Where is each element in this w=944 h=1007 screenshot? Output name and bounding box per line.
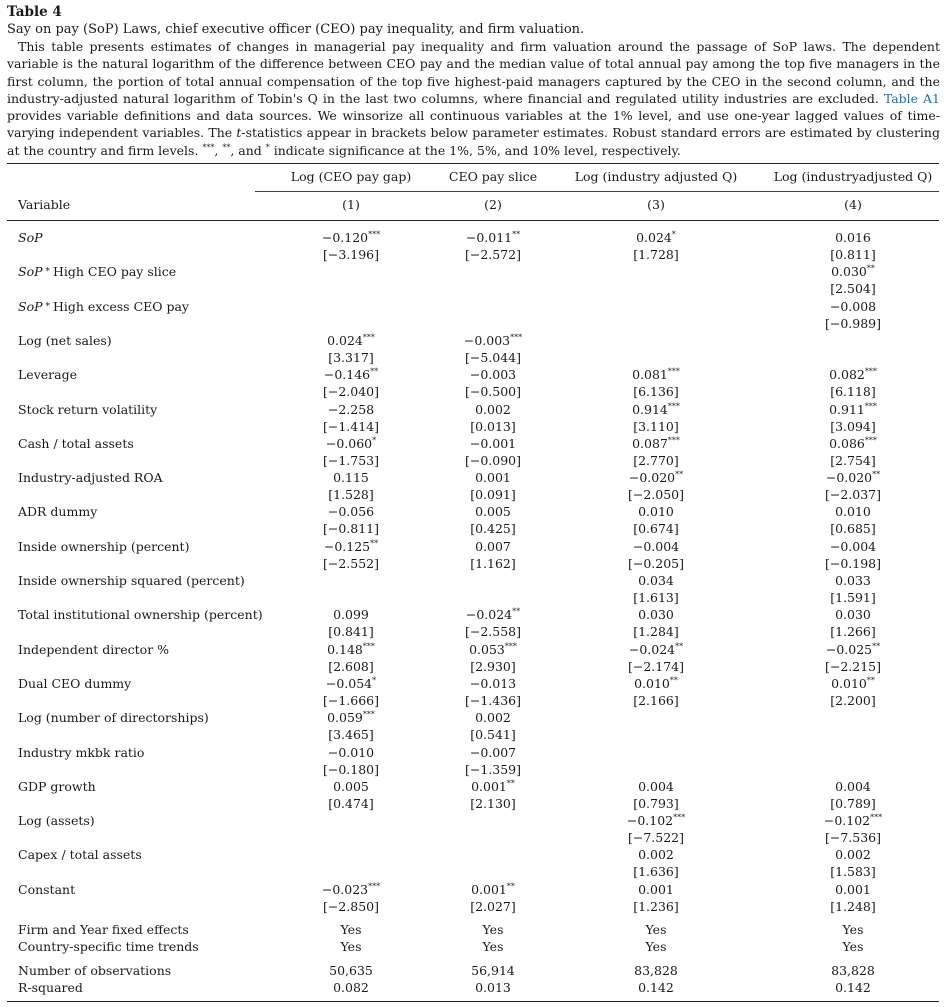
t-stat-cell: [−2.552]	[322, 555, 379, 571]
t-stat-cell: [−2.850]	[322, 898, 379, 914]
t-stat-cell: [0.789]	[830, 795, 876, 811]
coefficient-cell	[276, 882, 426, 897]
t-stat-cell: [−1.414]	[322, 418, 379, 434]
significance-stars: ***	[870, 812, 883, 822]
t-stat-cell: [−1.359]	[464, 761, 521, 777]
coefficient-cell	[778, 230, 928, 245]
coefficient-value: −0.102	[626, 813, 674, 829]
coefficient-cell	[778, 847, 928, 862]
coefficient-cell	[418, 882, 568, 897]
significance-stars: **	[506, 778, 515, 788]
significance-stars: ***	[673, 812, 686, 822]
t-stat-cell: [−2.037]	[824, 487, 881, 503]
t-stat-cell: [2.930]	[470, 658, 516, 674]
significance-stars: ***	[864, 401, 877, 411]
coefficient-cell	[581, 504, 731, 519]
row-label: Independent director %	[18, 641, 170, 657]
row-label	[18, 264, 176, 279]
coefficient-value: 0.115	[333, 470, 369, 486]
coefficient-cell	[778, 607, 928, 622]
coefficient-cell	[778, 813, 928, 828]
t-stat-cell: [−0.500]	[464, 384, 521, 400]
column-number-1: (1)	[342, 197, 360, 212]
coefficient-cell	[418, 470, 568, 485]
coefficient-value: −0.010	[327, 744, 375, 760]
footer-cell: 83,828	[634, 963, 678, 978]
interaction-label: High excess CEO pay	[53, 298, 189, 314]
coefficient-value: 0.911	[829, 401, 865, 417]
significance-stars: *	[372, 435, 377, 445]
footer-cell: 0.142	[638, 980, 674, 995]
coefficient-value: 0.002	[638, 847, 674, 863]
coefficient-value: 0.007	[475, 538, 511, 554]
coefficient-value: 0.001	[471, 778, 507, 794]
coefficient-cell	[778, 573, 928, 588]
coefficient-cell	[276, 710, 426, 725]
footer-cell: 56,914	[471, 963, 515, 978]
significance-stars: **	[506, 881, 515, 891]
coefficient-cell	[778, 299, 928, 314]
coefficient-value: −0.001	[469, 435, 517, 451]
description-text-3: -statistics appear in brackets below parameter estimates. Robust standard errors are estimated by clustering at the country and firm levels.	[7, 125, 940, 158]
t-stat-cell: [2.770]	[633, 452, 679, 468]
significance-stars: **	[370, 538, 379, 548]
coefficient-value: −0.004	[632, 538, 680, 554]
coefficient-cell	[778, 642, 928, 657]
t-stat-cell: [0.013]	[470, 418, 516, 434]
sop-label: SoP	[18, 264, 43, 280]
column-number-2: (2)	[484, 197, 502, 212]
t-stat-cell: [−1.753]	[322, 452, 379, 468]
row-label	[18, 230, 43, 245]
header-bottom-rule	[7, 220, 939, 221]
footer-cell: Yes	[482, 939, 504, 954]
t-stat-cell: [1.728]	[633, 247, 679, 262]
t-stat-cell: [0.541]	[470, 727, 516, 743]
footer-cell: Yes	[842, 939, 864, 954]
coefficient-value: −0.025	[825, 641, 873, 657]
coefficient-value: 0.024	[327, 332, 363, 348]
coefficient-value: −0.020	[628, 470, 676, 486]
coefficient-cell	[778, 264, 928, 279]
t-stat-cell: [1.613]	[633, 590, 679, 605]
coefficient-cell	[778, 504, 928, 519]
t-stat-cell: [2.200]	[830, 692, 876, 708]
t-stat-cell: [1.583]	[830, 864, 876, 880]
coefficient-value: 0.004	[835, 778, 871, 794]
t-stat-cell: [3.094]	[830, 418, 876, 434]
description-text-4: indicate significance at the 1%, 5%, and 10% level, respectively.	[269, 142, 681, 158]
coefficient-cell	[276, 230, 426, 245]
coefficient-value: −0.008	[829, 298, 877, 314]
coefficient-cell	[778, 402, 928, 417]
coefficient-value: 0.086	[829, 435, 865, 451]
t-stat-cell: [1.636]	[633, 864, 679, 880]
t-stat-cell: [2.504]	[830, 281, 876, 297]
significance-stars: ***	[362, 710, 375, 720]
t-stat-cell: [0.425]	[470, 521, 516, 537]
footer-row-label: Firm and Year fixed effects	[18, 922, 189, 937]
coefficient-value: −0.023	[321, 881, 369, 897]
significance-stars: **	[675, 469, 684, 479]
coefficient-value: 0.005	[475, 504, 511, 520]
sop-label: SoP	[18, 230, 43, 245]
coefficient-value: −0.054	[325, 675, 373, 691]
coefficient-cell	[778, 882, 928, 897]
coefficient-cell	[581, 402, 731, 417]
coefficient-value: −0.024	[465, 607, 513, 623]
t-stat-cell: [1.266]	[830, 624, 876, 640]
t-symbol: t	[236, 125, 242, 141]
significance-stars: ***	[864, 367, 877, 377]
t-stat-cell: [−0.989]	[824, 315, 881, 331]
footer-cell: Yes	[340, 922, 362, 937]
description-comma: ,	[214, 142, 223, 158]
row-label: Log (number of directorships)	[18, 710, 209, 726]
significance-2-symbol: **	[222, 142, 231, 152]
significance-1-symbol: *	[265, 142, 270, 152]
footer-cell: 83,828	[831, 963, 875, 978]
row-label: Log (net sales)	[18, 332, 112, 348]
coefficient-value: −0.007	[469, 744, 517, 760]
coefficient-cell	[581, 230, 731, 245]
coefficient-value: −0.056	[327, 504, 375, 520]
t-stat-cell: [3.317]	[328, 349, 374, 365]
coefficient-cell	[276, 436, 426, 451]
t-stat-cell: [−0.205]	[627, 555, 684, 571]
row-label: Capex / total assets	[18, 847, 142, 863]
coefficient-cell	[581, 676, 731, 691]
t-stat-cell: [0.674]	[633, 521, 679, 537]
coefficient-cell	[581, 539, 731, 554]
coefficient-cell	[418, 436, 568, 451]
coefficient-value: 0.002	[475, 401, 511, 417]
significance-3-symbol: ***	[202, 142, 215, 152]
footer-cell: Yes	[482, 922, 504, 937]
t-stat-cell: [3.465]	[328, 727, 374, 743]
t-stat-cell: [−2.572]	[464, 247, 521, 262]
coefficient-value: 0.082	[829, 367, 865, 383]
t-stat-cell: [1.528]	[328, 487, 374, 503]
row-label: Cash / total assets	[18, 435, 134, 451]
coefficient-cell	[276, 779, 426, 794]
t-stat-cell: [3.110]	[633, 418, 679, 434]
row-label: Industry mkbk ratio	[18, 744, 145, 760]
coefficient-cell	[418, 745, 568, 760]
coefficient-value: −0.003	[463, 332, 511, 348]
t-stat-cell: [−0.090]	[464, 452, 521, 468]
coefficient-value: 0.010	[634, 675, 670, 691]
coefficient-cell	[418, 402, 568, 417]
significance-stars: ***	[864, 435, 877, 445]
coefficient-value: −0.120	[321, 230, 369, 245]
row-label: Total institutional ownership (percent)	[18, 607, 263, 623]
t-stat-cell: [6.118]	[830, 384, 876, 400]
coefficient-cell	[581, 882, 731, 897]
coefficient-value: 0.030	[835, 607, 871, 623]
significance-stars: **	[669, 675, 678, 685]
row-label: Dual CEO dummy	[18, 675, 132, 691]
significance-stars: ***	[368, 229, 381, 239]
significance-stars: ***	[667, 435, 680, 445]
footer-cell: 0.013	[475, 980, 511, 995]
coefficient-value: 0.059	[327, 710, 363, 726]
coefficient-cell	[418, 367, 568, 382]
coefficient-cell	[418, 676, 568, 691]
coefficient-value: 0.914	[632, 401, 668, 417]
coefficient-cell	[778, 676, 928, 691]
coefficient-cell	[276, 607, 426, 622]
coefficient-cell	[418, 642, 568, 657]
coefficient-value: 0.034	[638, 573, 674, 588]
coefficient-cell	[276, 676, 426, 691]
coefficient-value: 0.001	[475, 470, 511, 486]
coefficient-cell	[276, 402, 426, 417]
column-number-4: (4)	[844, 197, 862, 212]
table-subtitle: Say on pay (SoP) Laws, chief executive officer (CEO) pay inequality, and firm valuation.	[7, 22, 585, 37]
t-stat-cell: [−2.040]	[322, 384, 379, 400]
coefficient-value: 0.002	[835, 847, 871, 863]
significance-stars: ***	[362, 332, 375, 342]
coefficient-value: 0.016	[835, 230, 871, 245]
t-stat-cell: [1.284]	[633, 624, 679, 640]
coefficient-value: −0.024	[628, 641, 676, 657]
significance-stars: **	[512, 607, 521, 617]
coefficient-cell	[581, 813, 731, 828]
t-stat-cell: [0.685]	[830, 521, 876, 537]
coefficient-cell	[418, 504, 568, 519]
t-stat-cell: [2.754]	[830, 452, 876, 468]
row-label	[18, 299, 189, 314]
coefficient-cell	[581, 436, 731, 451]
coefficient-cell	[418, 607, 568, 622]
coefficient-value: 0.005	[333, 778, 369, 794]
coefficient-cell	[276, 642, 426, 657]
significance-stars: ***	[504, 641, 517, 651]
variable-header: Variable	[18, 197, 71, 212]
coefficient-value: 0.087	[632, 435, 668, 451]
coefficient-cell	[581, 607, 731, 622]
coefficient-value: −0.003	[469, 367, 517, 383]
significance-stars: ***	[667, 401, 680, 411]
significance-stars: *	[671, 229, 676, 239]
column-header-2: CEO pay slice	[448, 169, 538, 184]
sop-label: SoP	[18, 298, 43, 314]
header-mid-rule	[255, 191, 939, 192]
coefficient-value: −0.020	[825, 470, 873, 486]
significance-stars: **	[675, 641, 684, 651]
coefficient-value: 0.030	[831, 264, 867, 280]
table-title: Table 4	[7, 4, 62, 20]
footer-row-label: Country-specific time trends	[18, 939, 199, 954]
significance-stars: **	[866, 264, 875, 274]
coefficient-cell	[276, 504, 426, 519]
t-stat-cell: [2.027]	[470, 898, 516, 914]
footer-row-label: Number of observations	[18, 963, 172, 978]
coefficient-value: −0.125	[323, 538, 371, 554]
column-header-3: Log (industry adjusted Q)	[574, 169, 738, 184]
t-stat-cell: [0.091]	[470, 487, 516, 503]
footer-row-label: R-squared	[18, 980, 83, 995]
description-text-1: This table presents estimates of changes in managerial pay inequality and firm valuation around the passage of SoP laws. The dependent variable is the natural logarithm of the difference between CEO pay and the median value of total annual pay among the top five managers in the first column, the portion of total annual compensation of the top five highest-paid managers captured by the CEO in the second column, and the industry-adjusted natural logarithm of Tobin's Q in the last two columns, where financial and regulated utility industries are excluded.	[7, 39, 940, 106]
footer-cell: Yes	[645, 939, 667, 954]
coefficient-value: −0.146	[323, 367, 371, 383]
coefficient-cell	[778, 470, 928, 485]
t-stat-cell: [−2.174]	[627, 658, 684, 674]
coefficient-value: −0.060	[325, 435, 373, 451]
table-a1-link[interactable]: Table A1	[883, 90, 940, 106]
t-stat-cell: [−0.198]	[824, 555, 881, 571]
footer-cell: Yes	[645, 922, 667, 937]
footer-cell: 0.142	[835, 980, 871, 995]
coefficient-value: −0.011	[465, 230, 513, 245]
significance-stars: *	[372, 675, 377, 685]
significance-stars: **	[872, 469, 881, 479]
description-text-2: provides variable definitions and data sources. We winsorize all continuous variables at the 1% level, and use one-year lagged values of time-varying independent variables. The	[7, 108, 940, 141]
coefficient-cell	[581, 847, 731, 862]
coefficient-cell	[276, 470, 426, 485]
coefficient-value: 0.010	[638, 504, 674, 520]
t-stat-cell: [−2.558]	[464, 624, 521, 640]
column-header-4: Log (industryadjusted Q)	[773, 169, 933, 184]
row-label: Industry-adjusted ROA	[18, 470, 163, 486]
coefficient-cell	[778, 367, 928, 382]
t-stat-cell: [−1.666]	[322, 692, 379, 708]
t-stat-cell: [1.236]	[633, 898, 679, 914]
coefficient-value: −0.013	[469, 675, 517, 691]
footer-cell: 0.082	[333, 980, 369, 995]
coefficient-value: −0.102	[823, 813, 871, 829]
bottom-rule	[7, 1001, 939, 1002]
coefficient-cell	[778, 539, 928, 554]
coefficient-cell	[276, 333, 426, 348]
coefficient-value: 0.010	[835, 504, 871, 520]
significance-stars: **	[370, 367, 379, 377]
coefficient-cell	[581, 470, 731, 485]
column-number-3: (3)	[647, 197, 665, 212]
top-rule	[7, 163, 939, 164]
t-stat-cell: [2.166]	[633, 692, 679, 708]
coefficient-cell	[581, 642, 731, 657]
row-label: Inside ownership squared (percent)	[18, 573, 245, 588]
row-label: Log (assets)	[18, 813, 95, 829]
coefficient-cell	[778, 779, 928, 794]
significance-stars: ***	[362, 641, 375, 651]
coefficient-value: 0.081	[632, 367, 668, 383]
coefficient-value: 0.001	[471, 881, 507, 897]
column-header-1: Log (CEO pay gap)	[290, 169, 412, 184]
coefficient-value: 0.053	[469, 641, 505, 657]
coefficient-cell	[581, 367, 731, 382]
coefficient-cell	[778, 436, 928, 451]
coefficient-cell	[276, 539, 426, 554]
significance-stars: ***	[510, 332, 523, 342]
coefficient-cell	[581, 573, 731, 588]
row-label: Inside ownership (percent)	[18, 538, 190, 554]
t-stat-cell: [1.248]	[830, 898, 876, 914]
t-stat-cell: [1.162]	[470, 555, 516, 571]
coefficient-cell	[276, 367, 426, 382]
coefficient-value: 0.030	[638, 607, 674, 623]
t-stat-cell: [0.474]	[328, 795, 374, 811]
t-stat-cell: [0.793]	[633, 795, 679, 811]
t-stat-cell: [−0.180]	[322, 761, 379, 777]
coefficient-value: 0.099	[333, 607, 369, 623]
coefficient-cell	[276, 745, 426, 760]
t-stat-cell: [−3.196]	[322, 247, 379, 262]
significance-stars: **	[512, 229, 521, 239]
significance-stars: ***	[667, 367, 680, 377]
coefficient-value: 0.033	[835, 573, 871, 588]
description-and: , and	[230, 142, 266, 158]
t-stat-cell: [2.130]	[470, 795, 516, 811]
coefficient-value: −2.258	[327, 401, 375, 417]
t-stat-cell: [−5.044]	[464, 349, 521, 365]
coefficient-cell	[418, 710, 568, 725]
t-stat-cell: [−7.522]	[627, 830, 684, 846]
coefficient-cell	[418, 539, 568, 554]
coefficient-value: −0.004	[829, 538, 877, 554]
coefficient-value: 0.001	[835, 881, 871, 897]
row-label: Constant	[18, 881, 76, 897]
t-stat-cell: [−0.811]	[322, 521, 379, 537]
interaction-symbol: *	[45, 301, 50, 312]
t-stat-cell: [1.591]	[830, 590, 876, 605]
coefficient-value: 0.004	[638, 778, 674, 794]
coefficient-cell	[418, 779, 568, 794]
significance-stars: ***	[368, 881, 381, 891]
coefficient-value: 0.010	[831, 675, 867, 691]
coefficient-value: 0.002	[475, 710, 511, 726]
significance-stars: **	[866, 675, 875, 685]
coefficient-value: 0.001	[638, 881, 674, 897]
interaction-label: High CEO pay slice	[53, 264, 177, 280]
t-stat-cell: [2.608]	[328, 658, 374, 674]
table-description	[7, 38, 940, 159]
significance-stars: **	[872, 641, 881, 651]
coefficient-value: 0.024	[636, 230, 672, 245]
coefficient-cell	[418, 230, 568, 245]
t-stat-cell: [0.811]	[830, 247, 876, 262]
coefficient-cell	[581, 779, 731, 794]
row-label: Stock return volatility	[18, 401, 158, 417]
t-stat-cell: [0.841]	[328, 624, 374, 640]
footer-cell: Yes	[340, 939, 362, 954]
row-label: GDP growth	[18, 778, 96, 794]
footer-cell: Yes	[842, 922, 864, 937]
coefficient-cell	[418, 333, 568, 348]
t-stat-cell: [−2.050]	[627, 487, 684, 503]
row-label: Leverage	[18, 367, 77, 383]
row-label: ADR dummy	[18, 504, 98, 520]
t-stat-cell: [−7.536]	[824, 830, 881, 846]
coefficient-value: 0.148	[327, 641, 363, 657]
t-stat-cell: [−1.436]	[464, 692, 521, 708]
t-stat-cell: [6.136]	[633, 384, 679, 400]
interaction-symbol: *	[45, 267, 50, 278]
t-stat-cell: [−2.215]	[824, 658, 881, 674]
footer-cell: 50,635	[329, 963, 373, 978]
